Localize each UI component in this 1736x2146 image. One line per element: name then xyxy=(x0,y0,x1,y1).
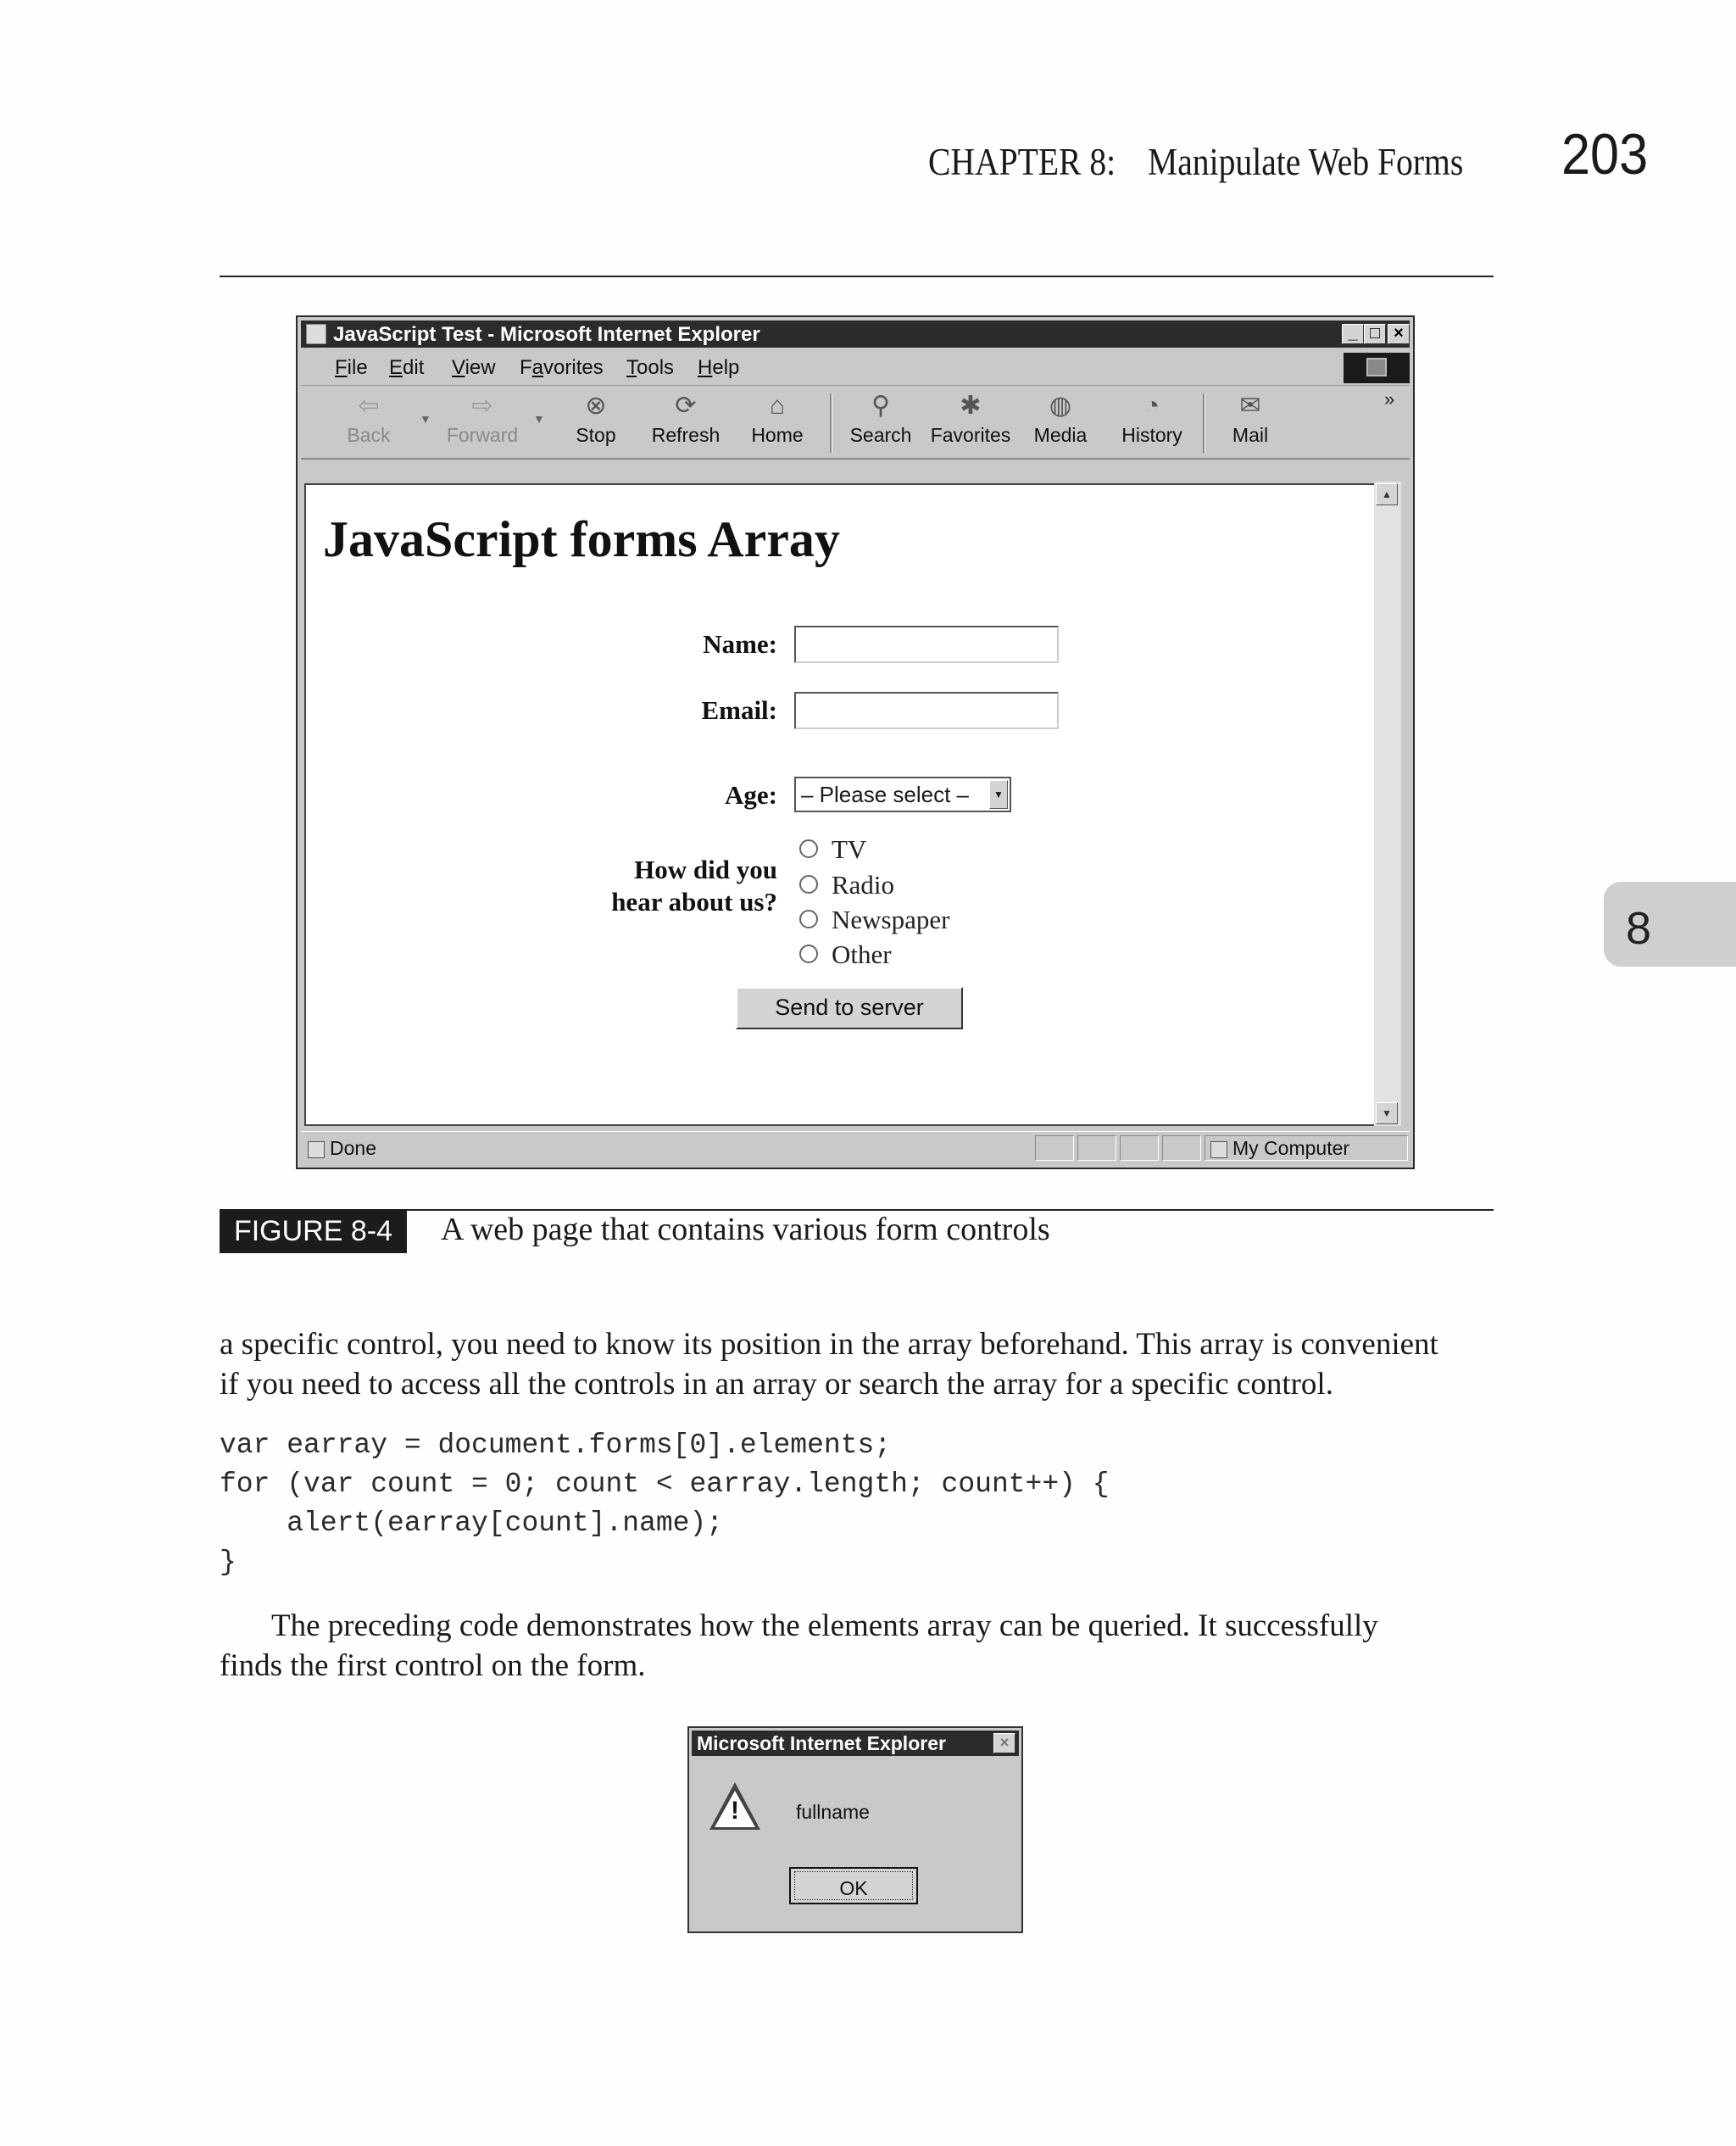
alert-titlebar xyxy=(692,1731,1019,1756)
history-icon: ◔ xyxy=(1143,392,1160,420)
email-input[interactable] xyxy=(794,692,1059,729)
status-zone-label: My Computer xyxy=(1232,1137,1350,1159)
alert-dialog xyxy=(687,1726,1023,1933)
menu-help[interactable]: Help xyxy=(698,356,740,379)
radio-option-radio[interactable]: Radio xyxy=(799,870,894,900)
windows-logo-icon xyxy=(1344,353,1410,383)
toolbar-chevron-icon[interactable]: » xyxy=(1384,388,1395,410)
minimize-button[interactable]: _ xyxy=(1342,324,1364,344)
search-button[interactable]: ⚲ Search xyxy=(849,392,912,446)
chapter-thumb-label: 8 xyxy=(1626,903,1652,954)
running-header-title: Manipulate Web Forms xyxy=(1148,141,1464,183)
page-viewport xyxy=(304,483,1394,1126)
favorites-button[interactable]: ✱ Favorites xyxy=(930,392,1011,446)
mail-icon: ✉ xyxy=(1239,392,1261,420)
forward-button[interactable]: ⇨ Forward xyxy=(446,392,519,446)
maximize-button[interactable]: □ xyxy=(1364,324,1386,344)
media-button[interactable]: ◍ Media xyxy=(1033,392,1088,446)
warning-icon-mark: ! xyxy=(731,1797,739,1825)
menu-file[interactable]: File xyxy=(335,356,368,379)
email-label: Email: xyxy=(701,695,777,725)
toolbar-separator xyxy=(1203,393,1205,453)
refresh-button[interactable]: ⟳ Refresh xyxy=(651,392,721,446)
status-bar xyxy=(301,1131,1410,1164)
ie-app-icon xyxy=(306,324,326,344)
status-text-wrap xyxy=(308,1137,376,1160)
radio-option-newspaper[interactable]: Newspaper xyxy=(799,905,949,935)
menu-bar xyxy=(301,349,1410,386)
menu-edit[interactable]: Edit xyxy=(389,356,425,379)
alert-close-button[interactable]: × xyxy=(993,1733,1015,1753)
forward-dropdown-icon[interactable]: ▼ xyxy=(533,412,545,426)
paragraph-line: The preceding code demonstrates how the elements array can be queried. It successfully xyxy=(271,1608,1378,1643)
radio-button[interactable] xyxy=(799,875,818,894)
radio-button[interactable] xyxy=(799,839,818,858)
vertical-scrollbar[interactable] xyxy=(1374,482,1401,1126)
send-to-server-button[interactable]: Send to server xyxy=(736,987,963,1029)
running-header-chapter: CHAPTER 8: xyxy=(928,141,1116,183)
menu-view[interactable]: View xyxy=(452,356,496,379)
scroll-up-icon[interactable]: ▲ xyxy=(1376,483,1398,505)
favorites-folder-icon: ✱ xyxy=(960,392,982,420)
name-input[interactable] xyxy=(794,626,1059,663)
header-rule xyxy=(220,276,1494,277)
alert-message: fullname xyxy=(796,1801,870,1823)
close-button[interactable]: × xyxy=(1388,324,1410,344)
browser-titlebar xyxy=(301,321,1410,348)
radio-option-tv[interactable]: TV xyxy=(799,834,866,865)
chevron-down-icon[interactable]: ▼ xyxy=(989,780,1008,809)
scroll-down-icon[interactable]: ▼ xyxy=(1376,1102,1398,1124)
radio-button[interactable] xyxy=(799,910,818,928)
toolbar-separator xyxy=(830,393,832,453)
radio-button[interactable] xyxy=(799,945,818,963)
age-select-value: – Please select – xyxy=(801,782,970,807)
status-zone xyxy=(1205,1135,1408,1161)
status-text: Done xyxy=(330,1137,376,1159)
radio-option-other[interactable]: Other xyxy=(799,939,892,970)
status-cell xyxy=(1035,1135,1074,1161)
browser-window xyxy=(296,315,1415,1169)
back-button[interactable]: ⇦ Back xyxy=(347,392,391,446)
figure-caption: A web page that contains various form controls xyxy=(441,1212,1050,1247)
search-icon: ⚲ xyxy=(871,392,890,420)
code-line: var earray = document.forms[0].elements; xyxy=(220,1430,892,1461)
stop-button[interactable]: ⊗ Stop xyxy=(576,392,616,446)
name-label: Name: xyxy=(703,629,777,659)
hear-label-line1: How did you xyxy=(634,855,777,884)
page-done-icon xyxy=(308,1141,325,1158)
status-cell xyxy=(1077,1135,1116,1161)
figure-label: FIGURE 8-4 xyxy=(220,1209,407,1253)
page-number: 203 xyxy=(1561,122,1649,187)
back-dropdown-icon[interactable]: ▼ xyxy=(420,412,431,426)
code-line: for (var count = 0; count < earray.length; count++) { xyxy=(220,1469,1110,1500)
forward-arrow-icon: ⇨ xyxy=(471,392,493,420)
age-select[interactable] xyxy=(794,777,1011,812)
browser-title: JavaScript Test - Microsoft Internet Explorer xyxy=(333,323,760,346)
status-cell xyxy=(1120,1135,1159,1161)
home-icon: ⌂ xyxy=(769,392,786,420)
refresh-icon: ⟳ xyxy=(675,392,697,420)
code-line: alert(earray[count].name); xyxy=(220,1508,724,1539)
stop-icon: ⊗ xyxy=(585,392,607,420)
media-globe-icon: ◍ xyxy=(1049,392,1072,420)
chapter-thumb-tab xyxy=(1604,882,1736,967)
status-cell xyxy=(1162,1135,1201,1161)
computer-icon xyxy=(1210,1141,1227,1158)
page-heading: JavaScript forms Array xyxy=(323,511,840,567)
history-button[interactable]: ◔ History xyxy=(1121,392,1182,446)
paragraph-line: a specific control, you need to know its position in the array beforehand. This array is convenient xyxy=(220,1327,1438,1362)
home-button[interactable]: ⌂ Home xyxy=(751,392,804,446)
menu-tools[interactable]: Tools xyxy=(626,356,675,379)
code-line: } xyxy=(220,1547,236,1578)
paragraph-line: finds the first control on the form. xyxy=(220,1648,646,1683)
age-label: Age: xyxy=(725,780,777,810)
ok-button-label: OK xyxy=(794,1871,913,1900)
back-arrow-icon: ⇦ xyxy=(358,392,380,420)
ok-button[interactable] xyxy=(789,1867,918,1904)
alert-title: Microsoft Internet Explorer xyxy=(697,1732,946,1754)
menu-favorites[interactable]: Favorites xyxy=(520,356,604,379)
toolbar xyxy=(301,387,1410,460)
paragraph-line: if you need to access all the controls in an array or search the array for a specific control. xyxy=(220,1367,1333,1402)
mail-button[interactable]: ✉ Mail xyxy=(1232,392,1269,446)
hear-label-line2: hear about us? xyxy=(611,887,777,917)
